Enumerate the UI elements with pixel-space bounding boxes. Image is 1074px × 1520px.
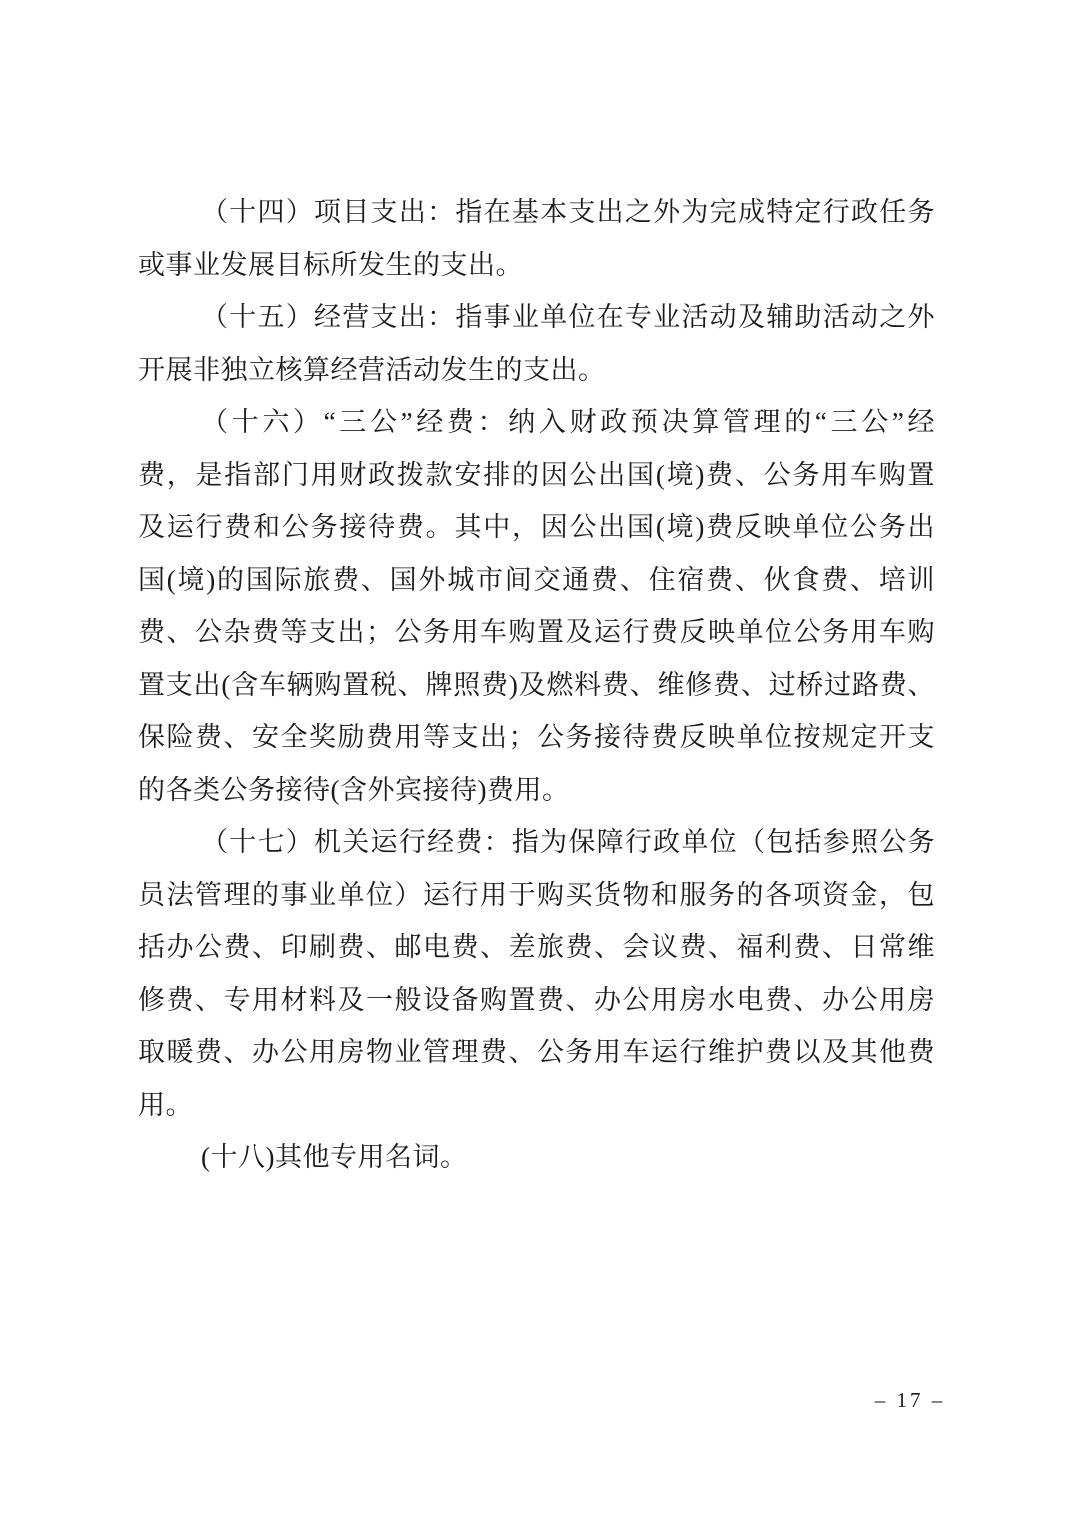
- text-line: 开展非独立核算经营活动发生的支出。: [138, 354, 606, 385]
- text-line: 的各类公务接待(含外宾接待)费用。: [138, 774, 570, 805]
- text-line: 及运行费和公务接待费。其中，因公出国(境)费反映单位公务出: [138, 512, 935, 542]
- text-line: 国(境)的国际旅费、国外城市间交通费、住宿费、伙食费、培训: [138, 564, 935, 595]
- text-line: 置支出(含车辆购置税、牌照费)及燃料费、维修费、过桥过路费、: [138, 669, 935, 700]
- text-line: (十八)其他专用名词。: [201, 1142, 468, 1172]
- page-number: – 17 –: [874, 1388, 946, 1412]
- text-line: 取暖费、办公用房物业管理费、公务用车运行维护费以及其他费: [138, 1037, 935, 1067]
- document-body: [138, 186, 935, 1184]
- text-line: （十四）项目支出：指在基本支出之外为完成特定行政任务: [201, 197, 935, 227]
- text-line: 修费、专用材料及一般设备购置费、办公用房水电费、办公用房: [138, 984, 935, 1015]
- text-line: 或事业发展目标所发生的支出。: [138, 249, 523, 280]
- text-line: 员法管理的事业单位）运行用于购买货物和服务的各项资金，包: [138, 879, 935, 910]
- text-line: 费、公杂费等支出；公务用车购置及运行费反映单位公务用车购: [138, 617, 935, 647]
- text-line: （十七）机关运行经费：指为保障行政单位（包括参照公务: [201, 827, 935, 857]
- text-line: 保险费、安全奖励费用等支出；公务接待费反映单位按规定开支: [138, 722, 935, 752]
- text-line: （十五）经营支出：指事业单位在专业活动及辅助活动之外: [201, 302, 935, 332]
- text-line: 费，是指部门用财政拨款安排的因公出国(境)费、公务用车购置: [138, 459, 935, 490]
- text-line: 用。: [138, 1089, 193, 1120]
- text-line: （十六）“三公”经费：纳入财政预决算管理的“三公”经: [201, 407, 935, 437]
- text-line: 括办公费、印刷费、邮电费、差旅费、会议费、福利费、日常维: [138, 932, 935, 962]
